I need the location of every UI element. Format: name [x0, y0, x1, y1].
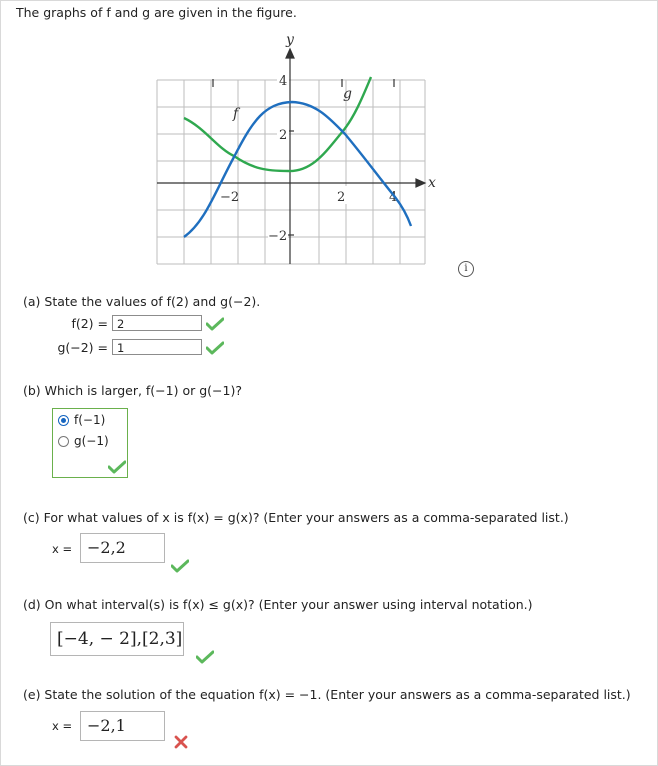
- axis-label-y: y: [286, 32, 294, 48]
- f2-input[interactable]: 2: [112, 315, 202, 331]
- b-correct-check-icon: [108, 460, 126, 474]
- option-1-label[interactable]: f(−1): [74, 413, 106, 427]
- c-correct-check-icon: [171, 559, 189, 573]
- option-2-label[interactable]: g(−1): [74, 434, 109, 448]
- d-correct-check-icon: [196, 650, 214, 664]
- question-a: (a) State the values of f(2) and g(−2).: [23, 294, 261, 309]
- c-answer-input[interactable]: −2,2: [80, 533, 165, 563]
- g-neg2-input[interactable]: 1: [112, 339, 202, 355]
- tick-label-y-2: 2: [279, 128, 288, 143]
- question-d: (d) On what interval(s) is f(x) ≤ g(x)? (Enter your answer using interval notation.): [23, 597, 533, 612]
- tick-label-y-neg2: −2: [268, 229, 288, 244]
- e-incorrect-x-icon: [174, 735, 188, 749]
- info-icon[interactable]: i: [458, 261, 474, 277]
- question-b: (b) Which is larger, f(−1) or g(−1)?: [23, 383, 242, 398]
- g-neg2-label: g(−2) =: [57, 340, 108, 355]
- d-answer-input[interactable]: [−4, − 2],[2,3]: [50, 622, 184, 656]
- e-answer-input[interactable]: −2,1: [80, 711, 165, 741]
- c-var-label: x =: [52, 542, 73, 556]
- tick-label-x-4: 4: [389, 190, 398, 205]
- intro-text: The graphs of f and g are given in the figure.: [16, 5, 297, 20]
- question-e: (e) State the solution of the equation f(x) = −1. (Enter your answers as a comma-separated list.): [23, 687, 631, 702]
- radio-option-2[interactable]: [58, 436, 69, 447]
- curve-label-g: g: [343, 86, 352, 102]
- axes: [157, 49, 425, 264]
- tick-label-bgs: [218, 72, 399, 244]
- g-neg2-correct-check-icon: [206, 341, 224, 355]
- axis-label-x: x: [428, 175, 436, 191]
- radio-option-1[interactable]: [58, 415, 69, 426]
- e-var-label: x =: [52, 719, 73, 733]
- tick-label-x-neg2: −2: [220, 190, 240, 205]
- question-c: (c) For what values of x is f(x) = g(x)? (Enter your answers as a comma-separated list.): [23, 510, 569, 525]
- f2-label: f(2) =: [71, 316, 108, 331]
- tick-label-y-4: 4: [279, 74, 288, 89]
- curve-label-f: f: [233, 106, 239, 122]
- tick-label-x-2: 2: [337, 190, 346, 205]
- function-graph: [155, 30, 455, 270]
- f2-correct-check-icon: [206, 317, 224, 331]
- choice-group: [52, 408, 128, 478]
